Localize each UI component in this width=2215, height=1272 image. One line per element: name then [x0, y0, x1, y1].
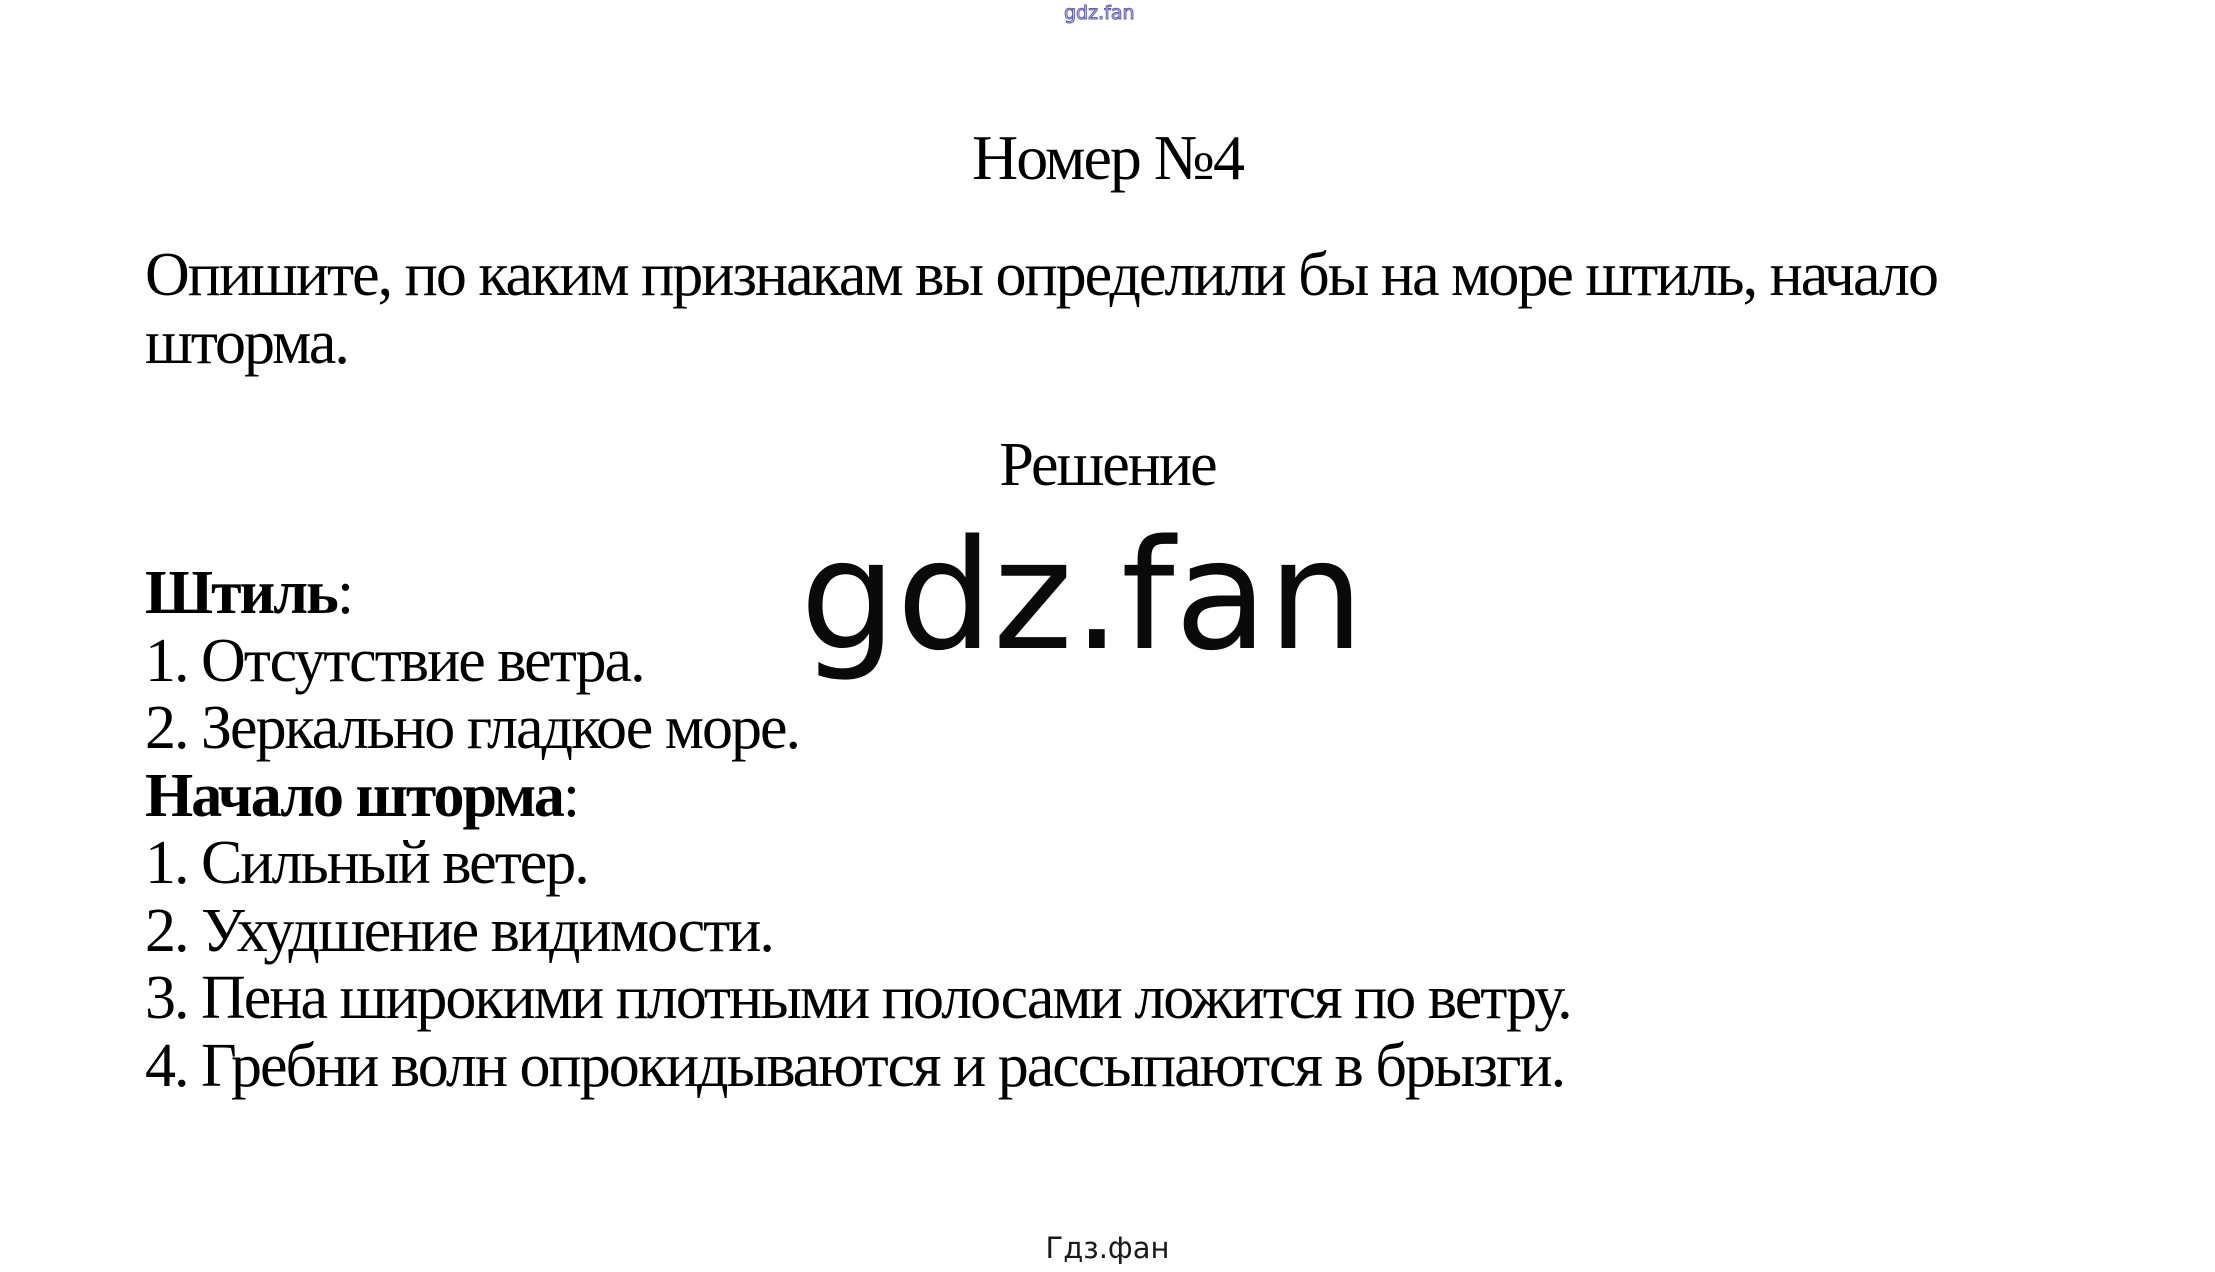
storm-item-2: 2. Ухудшение видимости.: [145, 896, 773, 965]
storm-colon: :: [562, 761, 579, 830]
solution-text: [145, 560, 2105, 1100]
calm-label: Штиль: [145, 559, 337, 627]
site-watermark-large: gdz.fan: [800, 507, 1365, 684]
question-line-1: Опишите, по каким признакам вы определили бы на море штиль, начало: [145, 241, 1937, 309]
storm-item-3: 3. Пена широкими плотными полосами ложится по ветру.: [145, 964, 1571, 1032]
calm-header: [145, 560, 2105, 628]
question-line-2: шторма.: [145, 309, 348, 377]
calm-colon: :: [336, 559, 353, 627]
question-text: [145, 241, 2095, 377]
calm-item-1: 1. Отсутствие ветра.: [145, 626, 644, 695]
calm-item-2: 2. Зеркально гладкое море.: [145, 694, 800, 762]
storm-item-4: 4. Гребни волн опрокидываются и рассыпаются в брызги.: [145, 1031, 1565, 1100]
site-footer-label: Гдз.фан: [1045, 1231, 1170, 1265]
storm-item-1: 1. Сильный ветер.: [145, 829, 588, 897]
site-watermark-small: gdz.fan: [1064, 2, 1135, 24]
page-title: Номер №4: [972, 122, 1243, 193]
storm-header: [145, 763, 2105, 831]
storm-label: Начало шторма: [145, 761, 563, 830]
solution-heading: Решение: [999, 431, 1216, 499]
